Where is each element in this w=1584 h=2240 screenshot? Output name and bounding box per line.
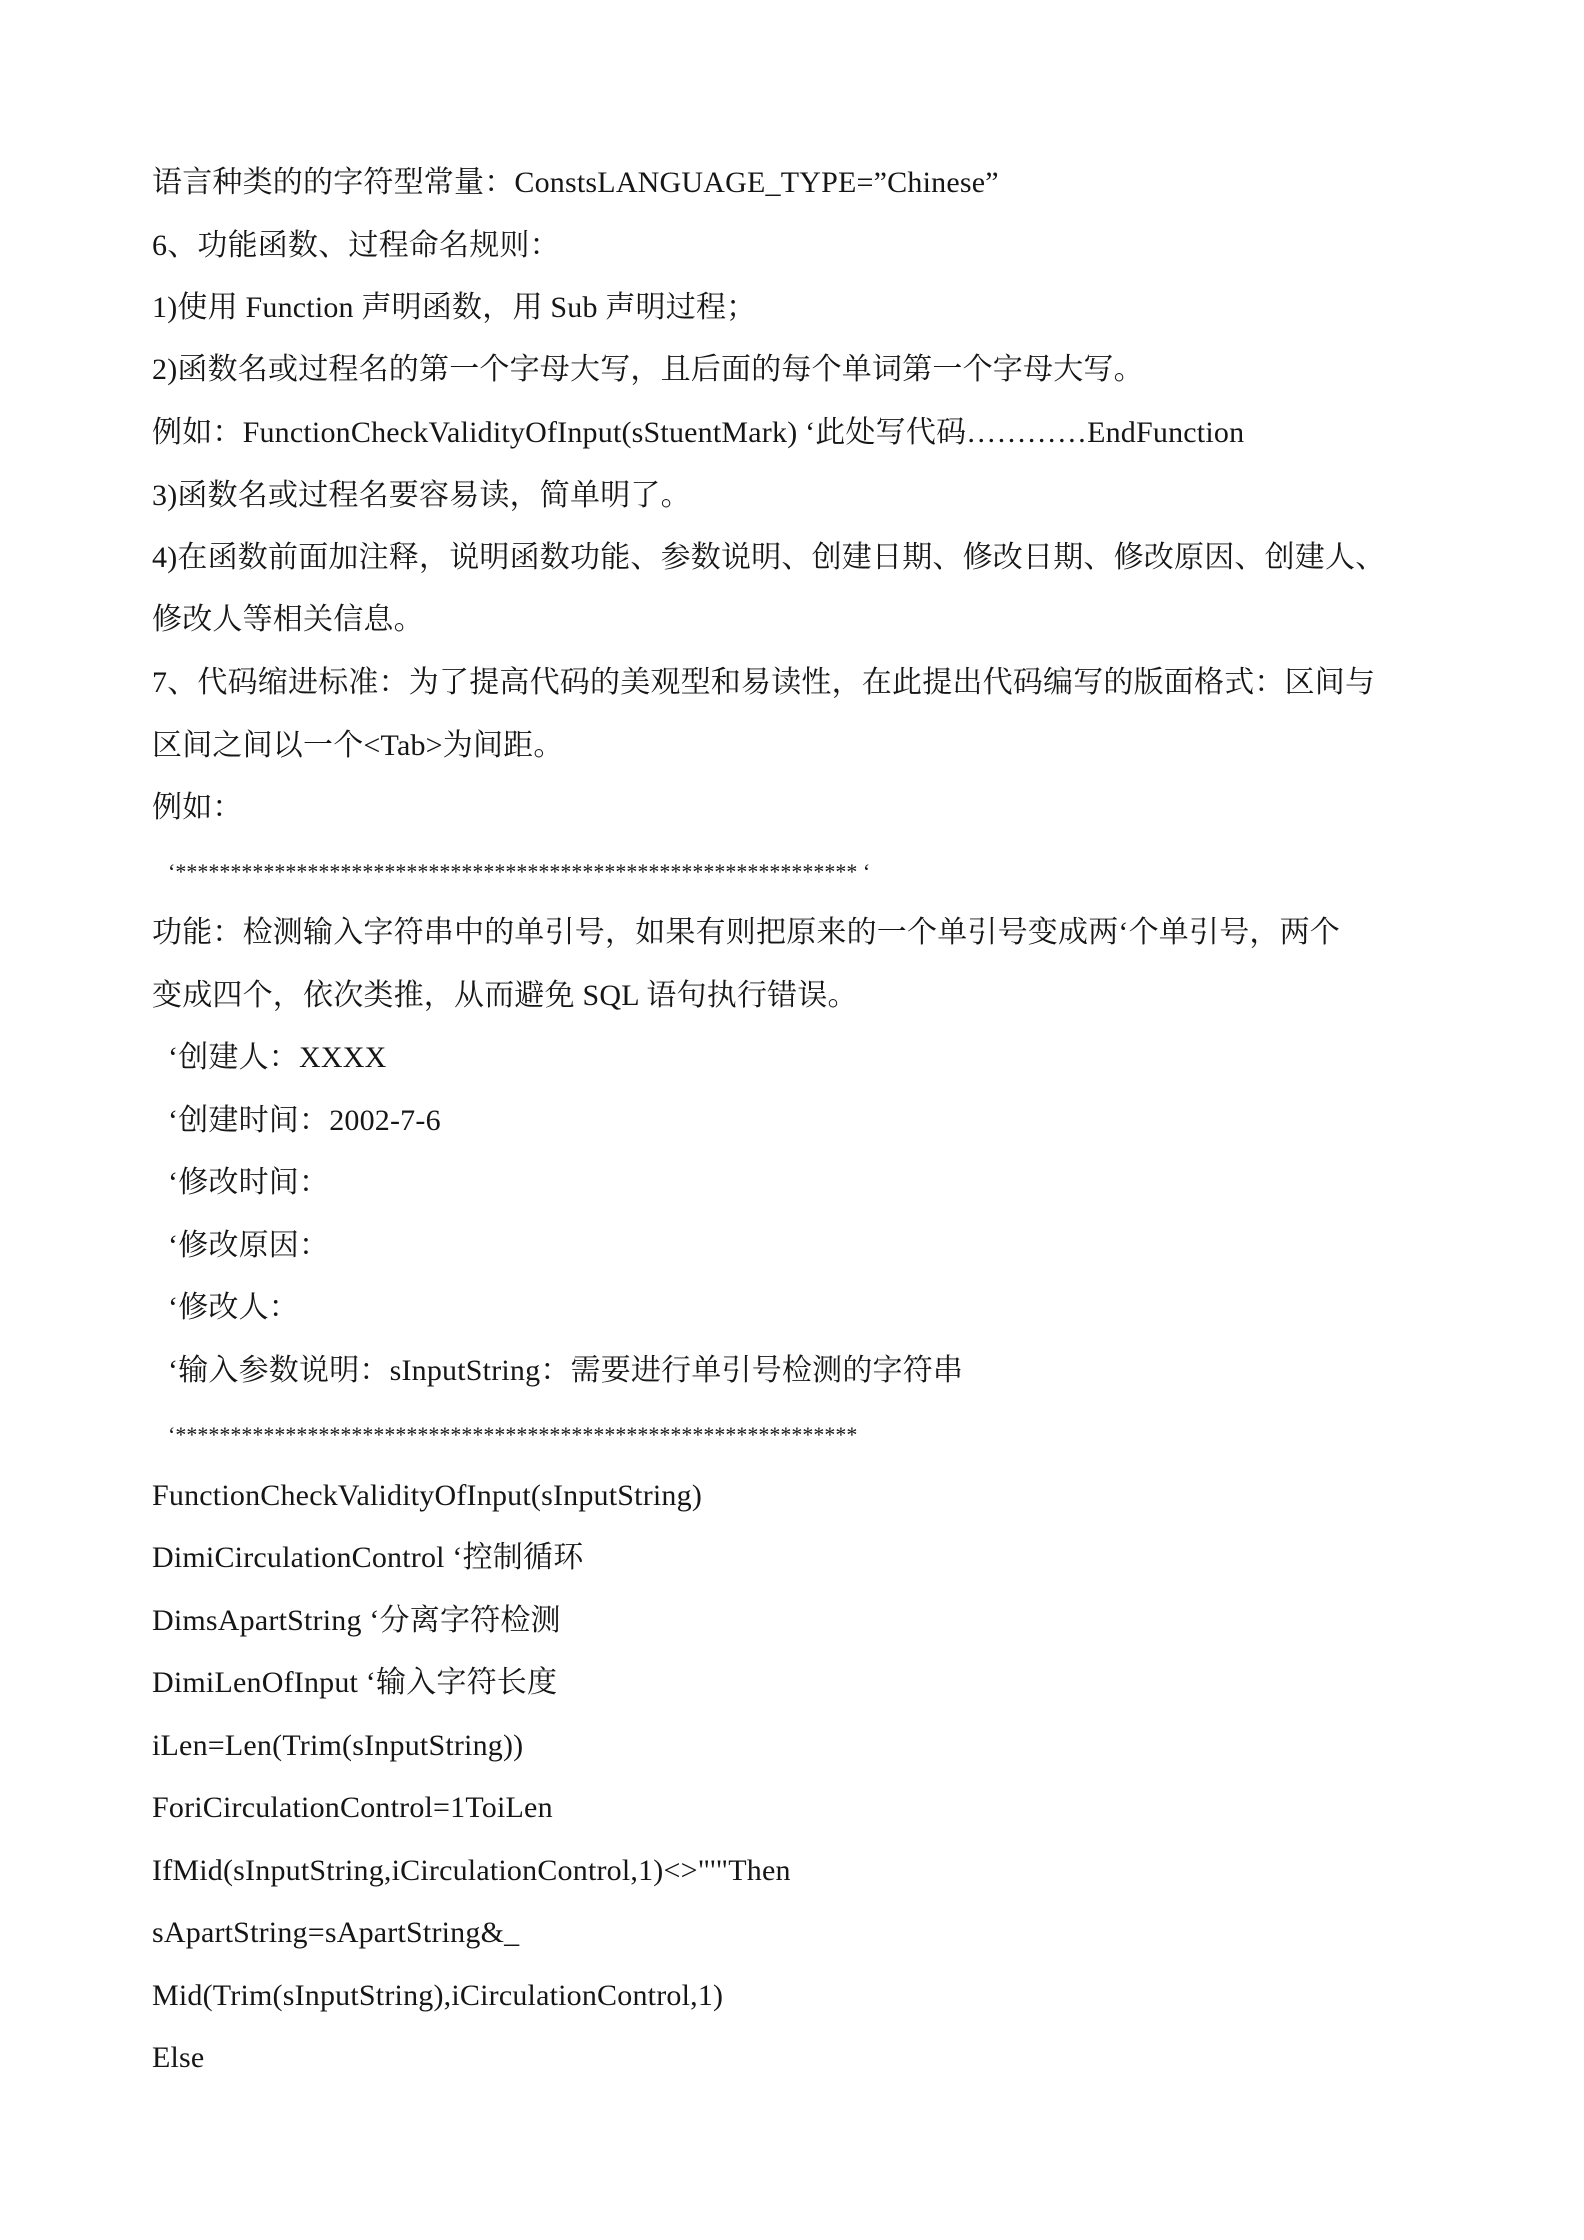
comment-line-modifier: ‘修改人： [168, 1291, 299, 1324]
text-line-rule-4-continued: 修改人等相关信息。 [152, 603, 424, 636]
text-line-language-constant: 语言种类的的字符型常量：ConstsLANGUAGE_TYPE=”Chinese” [152, 166, 999, 199]
text-line-section-7-continued: 区间之间以一个<Tab>为间距。 [152, 729, 564, 762]
comment-line-creator: ‘创建人：XXXX [168, 1041, 387, 1074]
text-line-section-6-heading: 6、功能函数、过程命名规则： [152, 229, 560, 262]
comment-line-modified-reason: ‘修改原因： [168, 1229, 330, 1262]
code-line-if-condition: IfMid(sInputString,iCirculationControl,1)<>"'"Then [152, 1854, 791, 1887]
code-line-dim-input-length: DimiLenOfInput ‘输入字符长度 [152, 1666, 558, 1699]
text-line-function-description: 功能：检测输入字符串中的单引号，如果有则把原来的一个单引号变成两‘个单引号，两个 [152, 916, 1340, 949]
text-line-rule-1: 1)使用 Function 声明函数，用 Sub 声明过程； [152, 291, 757, 324]
text-line-rule-3: 3)函数名或过程名要容易读，简单明了。 [152, 479, 691, 512]
text-line-section-7-heading: 7、代码缩进标准：为了提高代码的美观型和易读性，在此提出代码编写的版面格式：区间与 [152, 666, 1376, 699]
text-line-function-description-continued: 变成四个，依次类推，从而避免 SQL 语句执行错误。 [152, 979, 858, 1012]
code-line-mid-expression: Mid(Trim(sInputString),iCirculationControl,1) [152, 1979, 724, 2012]
text-line-rule-4: 4)在函数前面加注释，说明函数功能、参数说明、创建日期、修改日期、修改原因、创建人、 [152, 541, 1386, 574]
code-line-for-loop: ForiCirculationControl=1ToiLen [152, 1791, 553, 1824]
text-line-rule-2: 2)函数名或过程名的第一个字母大写，且后面的每个单词第一个字母大写。 [152, 353, 1144, 386]
comment-line-input-parameter: ‘输入参数说明：sInputString：需要进行单引号检测的字符串 [168, 1354, 964, 1387]
code-line-concatenation: sApartString=sApartString&_ [152, 1916, 520, 1949]
comment-line-modified-date: ‘修改时间： [168, 1166, 330, 1199]
text-line-example-label: 例如： [152, 791, 243, 824]
code-line-length-assignment: iLen=Len(Trim(sInputString)) [152, 1729, 524, 1762]
code-line-dim-apart-string: DimsApartString ‘分离字符检测 [152, 1604, 561, 1637]
code-line-function-declaration: FunctionCheckValidityOfInput(sInputString) [152, 1479, 703, 1512]
text-line-example-function: 例如：FunctionCheckValidityOfInput(sStuentMark) ‘此处写代码…………EndFunction [152, 416, 1245, 449]
comment-border-bottom: ‘************************************************************** [168, 1422, 858, 1447]
comment-border-top: ‘************************************************************** ‘ [168, 859, 871, 884]
code-line-dim-loop-control: DimiCirculationControl ‘控制循环 [152, 1541, 584, 1574]
code-line-else: Else [152, 2041, 205, 2074]
comment-line-created-date: ‘创建时间：2002-7-6 [168, 1104, 441, 1137]
